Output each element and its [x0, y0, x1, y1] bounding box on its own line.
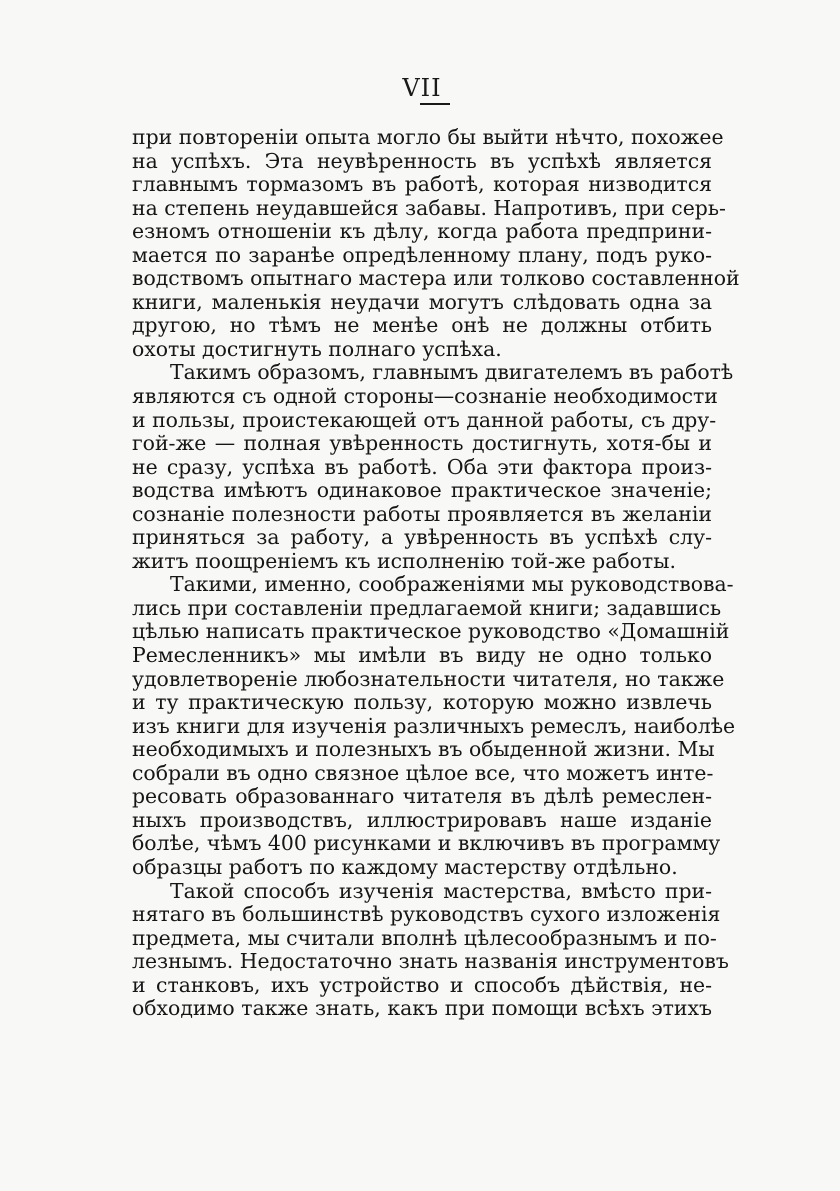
text-line: житъ поощреніемъ къ исполненію той-же работы. [132, 548, 676, 573]
text-line: на успѣхъ. Эта неувѣренность въ успѣхѣ является [132, 148, 712, 173]
page-number: VII [402, 74, 442, 102]
text-line: водствомъ опытнаго мастера или толково составленной [132, 266, 740, 291]
text-line: Такимъ образомъ, главнымъ двигателемъ въ работѣ [170, 360, 734, 385]
text-line: мается по заранѣе опредѣленному плану, подъ руко- [132, 242, 712, 267]
text-line: езномъ отношеніи къ дѣлу, когда работа предприни- [132, 219, 712, 244]
text-line: обходимо также знать, какъ при помощи всѣхъ этихъ [132, 996, 712, 1021]
text-line: ресовать образованнаго читателя въ дѣлѣ ремеслен- [132, 784, 712, 809]
text-line: книги, маленькія неудачи могутъ слѣдовать одна за [132, 289, 712, 314]
text-line: образцы работъ по каждому мастерству отдѣльно. [132, 854, 678, 879]
text-line: удовлетвореніе любознательности читателя, но также [132, 666, 725, 691]
text-line: Такими, именно, соображеніями мы руководствова- [170, 572, 734, 597]
text-line: Такой способъ изученія мастерства, вмѣсто при- [170, 878, 712, 903]
body-text [132, 125, 740, 1021]
text-line: на степень неудавшейся забавы. Напротивъ, при серь- [132, 195, 726, 220]
text-line: приняться за работу, а увѣренность въ успѣхѣ слу- [132, 525, 712, 550]
text-line: предмета, мы считали вполнѣ цѣлесообразнымъ и по- [132, 925, 717, 950]
text-line: необходимыхъ и полезныхъ въ обыденной жизни. Мы [132, 737, 715, 762]
text-line: и ту практическую пользу, которую можно извлечь [132, 690, 712, 715]
text-line: водства имѣютъ одинаковое практическое значеніе; [132, 478, 712, 503]
paragraph [132, 878, 729, 1021]
paragraph [132, 125, 740, 361]
text-line: охоты достигнуть полнаго успѣха. [132, 336, 502, 361]
text-line: и станковъ, ихъ устройство и способъ дѣйствія, не- [132, 972, 712, 997]
text-line: сознаніе полезности работы проявляется въ желаніи [132, 501, 712, 526]
text-line: Ремесленникъ» мы имѣли въ виду не одно только [132, 643, 712, 668]
text-line: другою, но тѣмъ не менѣе онѣ не должны отбить [132, 313, 712, 338]
text-line: лезнымъ. Недостаточно знать названія инструментовъ [132, 949, 729, 974]
paragraph [132, 572, 736, 879]
text-line: при повтореніи опыта могло бы выйти нѣчто, похожее [132, 125, 724, 149]
text-line: гой-же — полная увѣренность достигнуть, хотя-бы и [132, 431, 712, 456]
text-line: изъ книги для изученія различныхъ ремеслъ, наиболѣе [132, 713, 736, 738]
text-line: собрали въ одно связное цѣлое все, что можетъ инте- [132, 760, 714, 785]
text-line: ныхъ производствъ, иллюстрировавъ наше изданіе [132, 807, 712, 832]
text-line: не сразу, успѣха въ работѣ. Оба эти фактора произ- [132, 454, 712, 479]
text-line: лись при составленіи предлагаемой книги; задавшись [132, 595, 722, 620]
page-number-underline [420, 103, 450, 105]
text-line: болѣе, чѣмъ 400 рисунками и включивъ въ программу [132, 831, 721, 856]
text-line: главнымъ тормазомъ въ работѣ, которая низводится [132, 172, 712, 197]
text-line: являются съ одной стороны—сознаніе необходимости [132, 384, 718, 409]
paragraph [132, 360, 734, 573]
text-line: цѣлью написать практическое руководство «Домашній [132, 619, 730, 644]
text-line: и пользы, проистекающей отъ данной работы, съ дру- [132, 407, 717, 432]
text-line: нятаго въ большинствѣ руководствъ сухого изложенія [132, 902, 721, 927]
